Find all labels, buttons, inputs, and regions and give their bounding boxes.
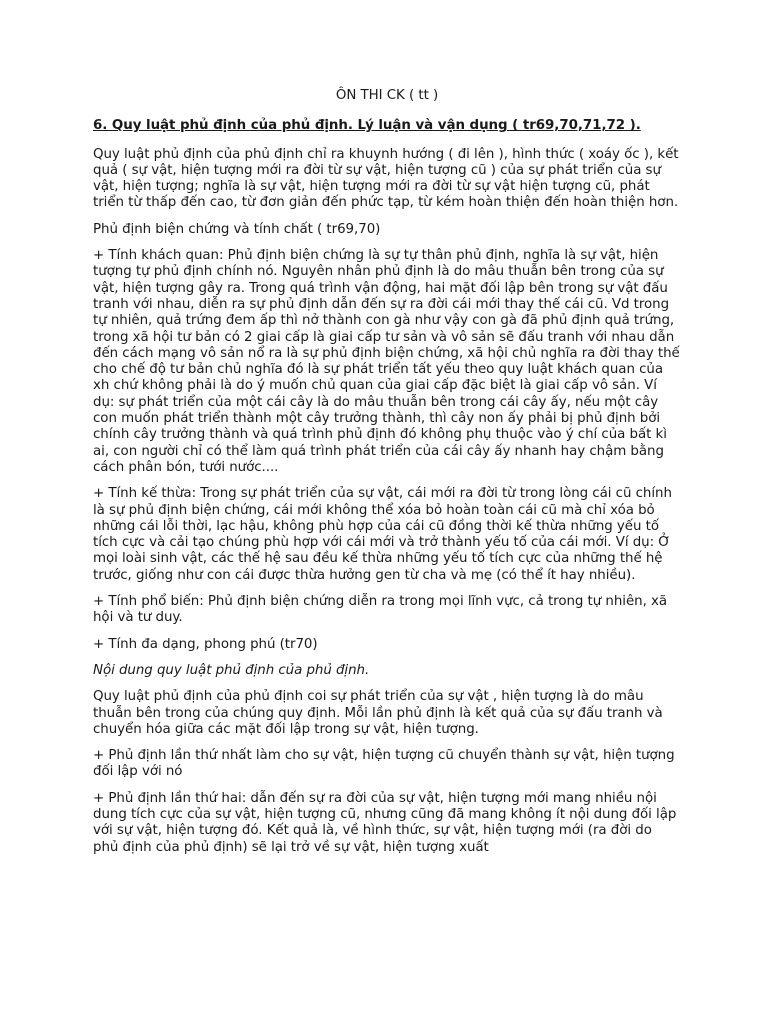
section-heading: 6. Quy luật phủ định của phủ định. Lý luận và vận dụng ( tr69,70,71,72 ).	[93, 118, 641, 134]
document-page	[93, 88, 681, 866]
paragraph-diversity: + Tính đa dạng, phong phú (tr70)	[93, 636, 318, 652]
paragraph-universality: + Tính phổ biến: Phủ định biện chứng diễn ra trong mọi lĩnh vực, cả trong tự nhiên, xã hội và tư duy.	[93, 594, 668, 626]
paragraph-first-negation: + Phủ định lần thứ nhất làm cho sự vật, hiện tượng cũ chuyển thành sự vật, hiện tượng đối lập với nó	[93, 748, 675, 780]
paragraph-inheritance: + Tính kế thừa: Trong sự phát triển của sự vật, cái mới ra đời từ trong lòng cái cũ chính là sự phủ định biện chứng, cái mới không thể xóa bỏ hoàn toàn cái cũ mà chỉ xóa bỏ những cái lỗi thời, lạc hậu, không phù hợp của cái cũ đồng thời kế thừa những yếu tố tích cực và cải tạo chúng phù hợp với cái mới và trở thành yếu tố của cái mới. Ví dụ: Ở mọi loài sinh vật, các thế hệ sau đều kế thừa những yếu tố tích cực của những thế hệ trước, giống như con cái được thừa hưởng gen từ cha và mẹ (có thể ít hay nhiều).	[93, 486, 672, 583]
paragraph-subheading-properties: Phủ định biện chứng và tính chất ( tr69,70)	[93, 221, 381, 237]
paragraph-objectivity: + Tính khách quan: Phủ định biện chứng là sự tự thân phủ định, nghĩa là sự vật, hiện tượng tự phủ định chính nó. Nguyên nhân phủ định là do mâu thuẫn bên trong của sự vật, hiện tượng gây ra. Trong quá trình vận động, hai mặt đối lập bên trong sự vật đấu tranh với nhau, diễn ra sự phủ định dẫn đến sự ra đời cái mới thay thế cái cũ. Vd trong tự nhiên, quả trứng đem ấp thì nở thành con gà như vậy con gà đã phủ định quả trứng, trong xã hội tư bản có 2 giai cấp là giai cấp tư sản và vô sản sẽ đấu tranh với nhau dẫn đến cách mạng vô sản nổ ra là sự phủ định biện chứng, xã hội chủ nghĩa ra đời thay thế cho chế độ tư bản chủ nghĩa đó là sự phát triển tất yếu theo quy luật khách quan của xh chứ không phải là do ý muốn chủ quan của giai cấp đặc biệt là giai cấp vô sản. Ví dụ: sự phát triển của một cái cây là do mâu thuẫn bên trong cái cây ấy, nếu một cây con muốn phát triển thành một cây trưởng thành, thì cây non ấy phải bị phủ định bởi chính cây trưởng thành và quá trình phủ định đó không phụ thuộc vào ý chí của bất kì ai, con người chỉ có thể làm quá trình phát triển của cái cây ấy nhanh hay chậm bằng cách phân bón, tưới nước....	[93, 248, 680, 475]
paragraph-second-negation: + Phủ định lần thứ hai: dẫn đến sự ra đời của sự vật, hiện tượng mới mang nhiều nội dung tích cực của sự vật, hiện tượng cũ, nhưng cũng đã mang không ít nội dung đối lập với sự vật, hiện tượng đó. Kết quả là, về hình thức, sự vật, hiện tượng mới (ra đời do phủ định của phủ định) sẽ lại trở về sự vật, hiện tượng xuất	[93, 790, 677, 855]
paragraph-content-heading: Nội dung quy luật phủ định của phủ định.	[93, 662, 370, 678]
paragraph-content: Quy luật phủ định của phủ định coi sự phát triển của sự vật , hiện tượng là do mâu thuẫn bên trong của chúng quy định. Mỗi lần phủ định là kết quả của sự đấu tranh và chuyển hóa giữa các mặt đối lập trong sự vật, hiện tượng.	[93, 689, 663, 737]
paragraph-intro: Quy luật phủ định của phủ định chỉ ra khuynh hướng ( đi lên ), hình thức ( xoáy ốc ), kết quả ( sự vật, hiện tượng mới ra đời từ sự vật, hiện tượng cũ ) của sự phát triển của sự vật, hiện tượng; nghĩa là sự vật, hiện tượng mới ra đời từ sự vật hiện tượng cũ, phát triển từ thấp đến cao, từ đơn giản đến phức tạp, từ kém hoàn thiện đến hoàn thiện hơn.	[93, 146, 679, 211]
document-title: ÔN THI CK ( tt )	[335, 88, 439, 103]
